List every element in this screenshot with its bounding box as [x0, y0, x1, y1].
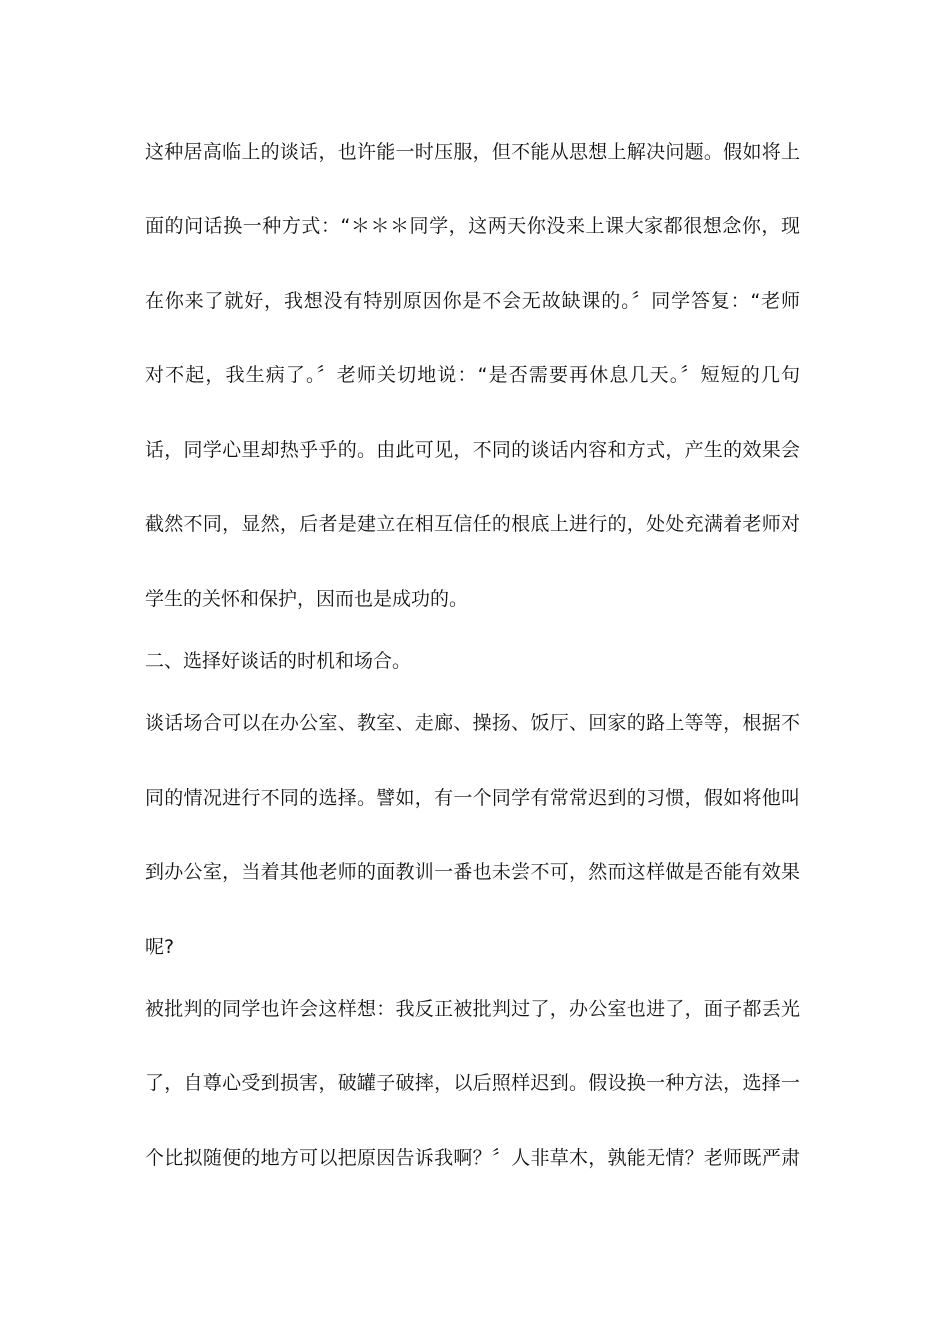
- paragraph-line-10: 同的情况进行不同的选择。譬如，有一个同学有常常迟到的习惯，假如将他叫: [145, 787, 800, 809]
- paragraph-line-15: 个比拟随便的地方可以把原因告诉我啊？〞人非草木，孰能无情？老师既严肃: [145, 1147, 800, 1169]
- paragraph-line-1: 这种居高临上的谈话，也许能一时压服，但不能从思想上解决问题。假如将上: [145, 141, 800, 163]
- paragraph-line-9: 谈话场合可以在办公室、教室、走廊、操扬、饭厅、回家的路上等等，根据不: [145, 712, 800, 734]
- section-heading: 二、选择好谈话的时机和场合。: [145, 650, 412, 672]
- paragraph-line-12: 呢?: [145, 936, 175, 958]
- paragraph-line-5: 话，同学心里却热乎乎的。由此可见，不同的谈话内容和方式，产生的效果会: [145, 439, 800, 461]
- paragraph-line-4: 对不起，我生病了。〞老师关切地说：“是否需要再休息几天。〞短短的几句: [145, 364, 800, 386]
- paragraph-line-11: 到办公室，当着其他老师的面教训一番也未尝不可，然而这样做是否能有效果: [145, 861, 800, 883]
- paragraph-line-3: 在你来了就好，我想没有特别原因你是不会无故缺课的。〞同学答复：“老师: [145, 290, 800, 312]
- paragraph-line-6: 截然不同，显然，后者是建立在相互信任的根底上进行的，处处充满着老师对: [145, 513, 800, 535]
- paragraph-line-13: 被批判的同学也许会这样想：我反正被批判过了，办公室也进了，面子都丢光: [145, 998, 800, 1020]
- paragraph-line-7: 学生的关怀和保护，因而也是成功的。: [145, 588, 469, 610]
- paragraph-line-2: 面的问话换一种方式：“＊＊＊同学，这两天你没来上课大家都很想念你，现: [145, 215, 800, 237]
- paragraph-line-14: 了，自尊心受到损害，破罐子破摔，以后照样迟到。假设换一种方法，选择一: [145, 1072, 800, 1094]
